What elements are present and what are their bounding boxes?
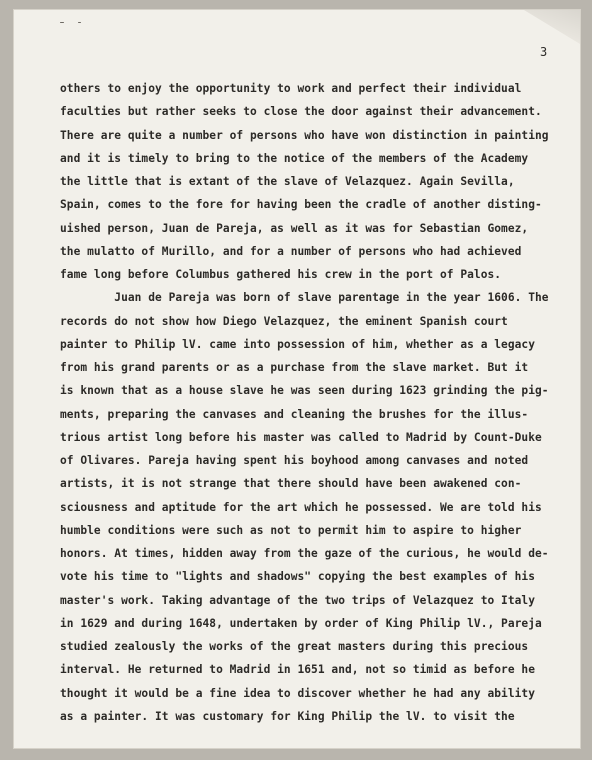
page-number: 3: [540, 45, 548, 59]
text-line: humble conditions were such as not to permit him to aspire to higher: [60, 523, 522, 537]
text-line: fame long before Columbus gathered his crew in the port of Palos.: [60, 268, 502, 281]
text-line: as a painter. It was customary for King Philip the lV. to visit the: [60, 709, 515, 723]
text-line: trious artist long before his master was called to Madrid by Count-Duke: [60, 430, 542, 444]
text-line: of Olivares. Pareja having spent his boyhood among canvases and noted: [60, 454, 529, 467]
text-line: honors. At times, hidden away from the gaze of the curious, he would de-: [60, 547, 549, 560]
folded-corner: [524, 10, 580, 44]
paper-speck: [60, 22, 64, 23]
text-line: There are quite a number of persons who have won distinction in painting: [60, 128, 549, 142]
text-line: thought it would be a fine idea to discover whether he had any ability: [60, 686, 535, 700]
text-line: and it is timely to bring to the notice of the members of the Academy: [60, 151, 529, 165]
text-line: ments, preparing the canvases and cleaning the brushes for the illus-: [60, 407, 529, 421]
text-line: Spain, comes to the fore for having been the cradle of another disting-: [60, 198, 542, 212]
text-line: others to enjoy the opportunity to work and perfect their individual: [60, 82, 522, 95]
text-line: sciousness and aptitude for the art which he possessed. We are told his: [60, 500, 542, 514]
paper-speck: [78, 22, 81, 23]
text-line: vote his time to "lights and shadows" copying the best examples of his: [60, 570, 535, 584]
text-line: studied zealously the works of the great masters during this precious: [60, 640, 529, 653]
text-line: uished person, Juan de Pareja, as well as it was for Sebastian Gomez,: [60, 221, 529, 235]
text-line: from his grand parents or as a purchase from the slave market. But it: [60, 361, 529, 374]
text-line: in 1629 and during 1648, undertaken by order of King Philip lV., Pareja: [60, 616, 542, 630]
text-line: interval. He returned to Madrid in 1651 and, not so timid as before he: [60, 663, 535, 677]
text-line: painter to Philip lV. came into possession of him, whether as a legacy: [60, 337, 535, 351]
text-line: faculties but rather seeks to close the door against their advancement.: [60, 105, 542, 119]
text-line: records do not show how Diego Velazquez, the eminent Spanish court: [60, 314, 508, 328]
body-text: [60, 77, 560, 728]
text-line: Juan de Pareja was born of slave parentage in the year 1606. The: [60, 291, 549, 305]
text-line: the little that is extant of the slave of Velazquez. Again Sevilla,: [60, 175, 515, 188]
text-line: the mulatto of Murillo, and for a number of persons who had achieved: [60, 244, 522, 258]
text-line: master's work. Taking advantage of the two trips of Velazquez to Italy: [60, 593, 535, 607]
text-line: is known that as a house slave he was seen during 1623 grinding the pig-: [60, 384, 549, 398]
text-line: artists, it is not strange that there should have been awakened con-: [60, 477, 522, 491]
